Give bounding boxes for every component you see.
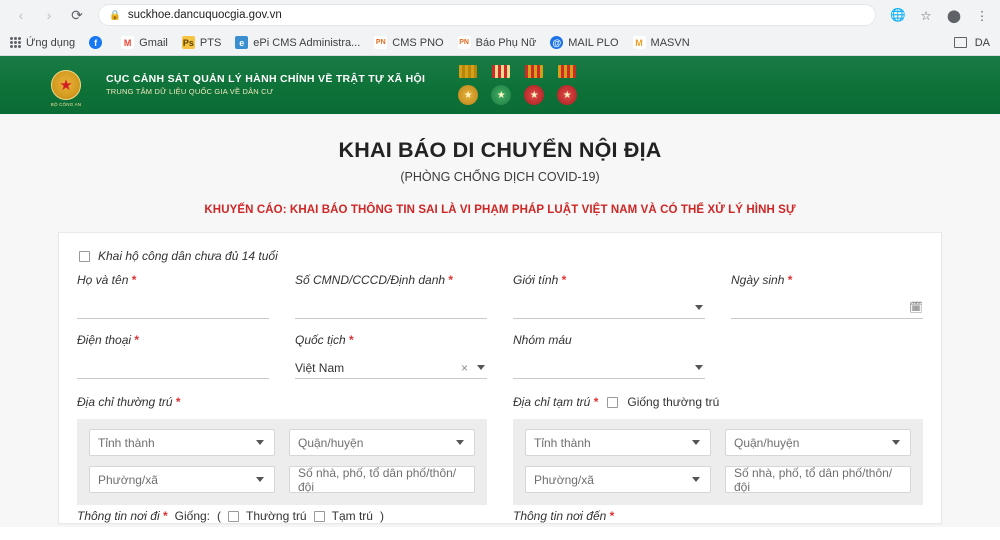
minor-declaration-checkbox[interactable] [79, 251, 90, 262]
medal-2-icon: ★ [490, 65, 512, 105]
menu-icon[interactable]: ⋮ [975, 8, 989, 23]
permanent-province-select[interactable] [89, 429, 275, 456]
bookmark-label: PTS [199, 36, 222, 49]
page-title: KHAI BÁO DI CHUYỂN NỘI ĐỊA [338, 138, 662, 162]
nationality-value: Việt Nam [295, 360, 345, 375]
permanent-address-label: Địa chỉ thường trú * [77, 395, 181, 409]
star-glyph: ★ [59, 76, 73, 94]
org-line-1: CỤC CẢNH SÁT QUẢN LÝ HÀNH CHÍNH VỀ TRẬT TỰ XÃ HỘI [106, 72, 426, 85]
temporary-district-value: Quận/huyện [734, 435, 800, 450]
extension-icon[interactable]: ⬤ [947, 8, 961, 23]
emblem-caption: BỘ CÔNG AN [50, 102, 82, 107]
masvn-icon: M [633, 36, 646, 49]
departure-permanent-label: Thường trú [246, 509, 307, 523]
reload-button[interactable]: ⟳ [71, 6, 83, 23]
required-mark: * [131, 273, 137, 287]
phone-input[interactable] [77, 357, 269, 379]
bookmark-masvn[interactable] [633, 36, 690, 49]
gmail-icon: M [121, 36, 134, 49]
temporary-address-header [513, 395, 923, 409]
warning-text: KHUYẾN CÁO: KHAI BÁO THÔNG TIN SAI LÀ VI PHẠM PHÁP LUẬT VIỆT NAM VÀ CÓ THỂ XỬ LÝ HÌNH SỰ [204, 204, 796, 216]
id-number-field [295, 273, 487, 319]
required-mark: * [175, 395, 181, 409]
bookmark-gmail[interactable] [121, 36, 168, 49]
temporary-province-select[interactable] [525, 429, 711, 456]
temporary-street-placeholder: Số nhà, phố, tổ dân phố/thôn/đội [734, 465, 893, 494]
gender-label: Giới tính * [513, 273, 567, 287]
nationality-label: Quốc tịch * [295, 333, 354, 347]
chevron-down-icon [477, 365, 485, 370]
browser-toolbar [0, 0, 1000, 30]
bookmark-apps[interactable] [10, 37, 75, 49]
temporary-address-block [513, 395, 923, 505]
bookmark-star-icon[interactable]: ☆ [920, 8, 932, 23]
page-subtitle: (PHÒNG CHỐNG DỊCH COVID-19) [400, 170, 600, 184]
chevron-down-icon [456, 440, 464, 445]
departure-permanent-checkbox[interactable] [228, 511, 239, 522]
birthdate-field [731, 273, 923, 319]
police-emblem-icon [40, 64, 92, 106]
chevron-down-icon [256, 440, 264, 445]
id-number-label: Số CMND/CCCD/Định danh * [295, 273, 454, 287]
gender-select[interactable] [513, 297, 705, 319]
permanent-address-box [77, 419, 487, 505]
nationality-field [295, 333, 487, 379]
fullname-input[interactable] [77, 297, 269, 319]
phone-field [77, 333, 269, 379]
permanent-district-select[interactable] [289, 429, 475, 456]
cms-icon: e [235, 36, 248, 49]
temporary-ward-select[interactable] [525, 466, 711, 493]
facebook-icon: f [89, 36, 102, 49]
bookmark-label: MAIL PLO [568, 36, 619, 49]
bookmarks-overflow-label: DA [974, 36, 990, 49]
blood-type-label: Nhóm máu [513, 333, 572, 347]
personal-info-grid [77, 273, 923, 393]
paren-close: ) [379, 509, 384, 523]
same-as-permanent-checkbox[interactable] [607, 397, 618, 408]
bookmark-label: Ứng dụng [26, 36, 76, 49]
bookmarks-overflow[interactable] [954, 37, 990, 49]
blood-type-field [513, 333, 705, 379]
arrival-label: Thông tin nơi đến * [513, 509, 615, 523]
spacer-field [731, 333, 923, 379]
clear-icon[interactable]: × [460, 360, 468, 375]
photoshop-icon: Ps [182, 37, 194, 48]
minor-declaration-row[interactable] [79, 249, 923, 263]
chevron-down-icon [695, 365, 703, 370]
temporary-street-input[interactable] [725, 466, 911, 493]
fullname-field [77, 273, 269, 319]
bookmark-label: MASVN [650, 36, 690, 49]
site-header-text [106, 72, 425, 98]
same-as-permanent-label: Giống thường trú [627, 395, 720, 409]
permanent-district-value: Quận/huyện [298, 435, 364, 450]
lock-icon: 🔒 [109, 9, 121, 21]
pno-icon: PN [374, 36, 387, 49]
bookmark-cms-pno[interactable] [374, 36, 443, 49]
minor-declaration-label: Khai hộ công dân chưa đủ 14 tuổi [98, 249, 278, 263]
required-mark: * [561, 273, 567, 287]
phone-label: Điện thoại * [77, 333, 140, 347]
birthdate-label: Ngày sinh * [731, 273, 793, 287]
medal-1-icon: ★ [457, 65, 479, 105]
bookmark-mail-plo[interactable] [550, 36, 618, 49]
required-mark: * [162, 509, 168, 523]
sheet-icon [954, 37, 967, 48]
temporary-district-select[interactable] [725, 429, 911, 456]
temporary-ward-value: Phường/xã [534, 472, 594, 487]
medal-3-icon: ★ [523, 65, 545, 105]
nationality-select[interactable] [295, 357, 487, 379]
permanent-street-input[interactable] [289, 466, 475, 493]
toolbar-right-icons [884, 5, 992, 25]
apps-grid-icon [10, 37, 21, 48]
gender-field [513, 273, 705, 319]
bookmark-bao-phu-nu[interactable] [458, 36, 537, 49]
required-mark: * [609, 509, 615, 523]
required-mark: * [593, 395, 599, 409]
birthdate-input[interactable] [731, 297, 923, 319]
forward-button[interactable]: › [46, 7, 52, 23]
required-mark: * [134, 333, 140, 347]
bookmark-epi-cms[interactable] [235, 36, 360, 49]
address-section [77, 395, 923, 505]
bookmark-label: Báo Phụ Nữ [475, 36, 537, 49]
chevron-down-icon [692, 440, 700, 445]
bookmark-label: CMS PNO [392, 36, 444, 49]
departure-label: Thông tin nơi đi * [77, 509, 168, 523]
translate-icon[interactable]: 🌐 [890, 7, 906, 22]
medal-4-icon: ★ [556, 65, 578, 105]
address-bar-url: suckhoe.dancuquocgia.gov.vn [127, 9, 282, 21]
id-number-input[interactable] [295, 297, 487, 319]
permanent-address-block [77, 395, 487, 505]
calendar-icon[interactable]: 🗓 [909, 302, 923, 314]
temporary-address-box [513, 419, 923, 505]
permanent-address-header [77, 395, 487, 409]
departure-temporary-checkbox[interactable] [314, 511, 325, 522]
medals-group [457, 65, 578, 105]
bookmarks-bar [0, 30, 1000, 56]
chevron-down-icon [256, 477, 264, 482]
temporary-province-value: Tỉnh thành [534, 435, 591, 450]
bao-phu-nu-icon: PN [458, 36, 471, 49]
chevron-down-icon [692, 477, 700, 482]
permanent-ward-value: Phường/xã [98, 472, 158, 487]
org-line-2: TRUNG TÂM DỮ LIỆU QUỐC GIA VỀ DÂN CƯ [106, 87, 274, 97]
mail-plo-icon: @ [550, 36, 563, 49]
permanent-province-value: Tỉnh thành [98, 435, 155, 450]
permanent-ward-select[interactable] [89, 466, 275, 493]
bookmark-facebook[interactable] [89, 36, 107, 49]
required-mark: * [448, 273, 454, 287]
permanent-street-placeholder: Số nhà, phố, tổ dân phố/thôn/đội [298, 465, 457, 494]
blood-type-select[interactable] [513, 357, 705, 379]
temporary-address-label: Địa chỉ tạm trú * [513, 395, 599, 409]
arrival-info-header [513, 509, 923, 523]
chevron-down-icon [892, 440, 900, 445]
paren-open: ( [217, 509, 222, 523]
chevron-down-icon [695, 305, 703, 310]
site-header [0, 56, 1000, 114]
declaration-form-card [58, 232, 942, 524]
back-button[interactable]: ‹ [18, 7, 24, 23]
browser-chrome [0, 0, 1000, 56]
bookmark-label: Gmail [139, 36, 168, 49]
departure-info-header [77, 509, 487, 523]
required-mark: * [787, 273, 793, 287]
departure-same-label: Giống: [174, 509, 211, 523]
address-bar[interactable] [98, 4, 876, 26]
required-mark: * [349, 333, 354, 347]
travel-info-section [77, 509, 923, 523]
bookmark-label: ePi CMS Administra... [253, 36, 361, 49]
departure-temporary-label: Tạm trú [331, 509, 373, 523]
fullname-label: Họ và tên * [77, 273, 137, 287]
page-content [0, 114, 1000, 527]
bookmark-pts[interactable] [182, 36, 221, 49]
